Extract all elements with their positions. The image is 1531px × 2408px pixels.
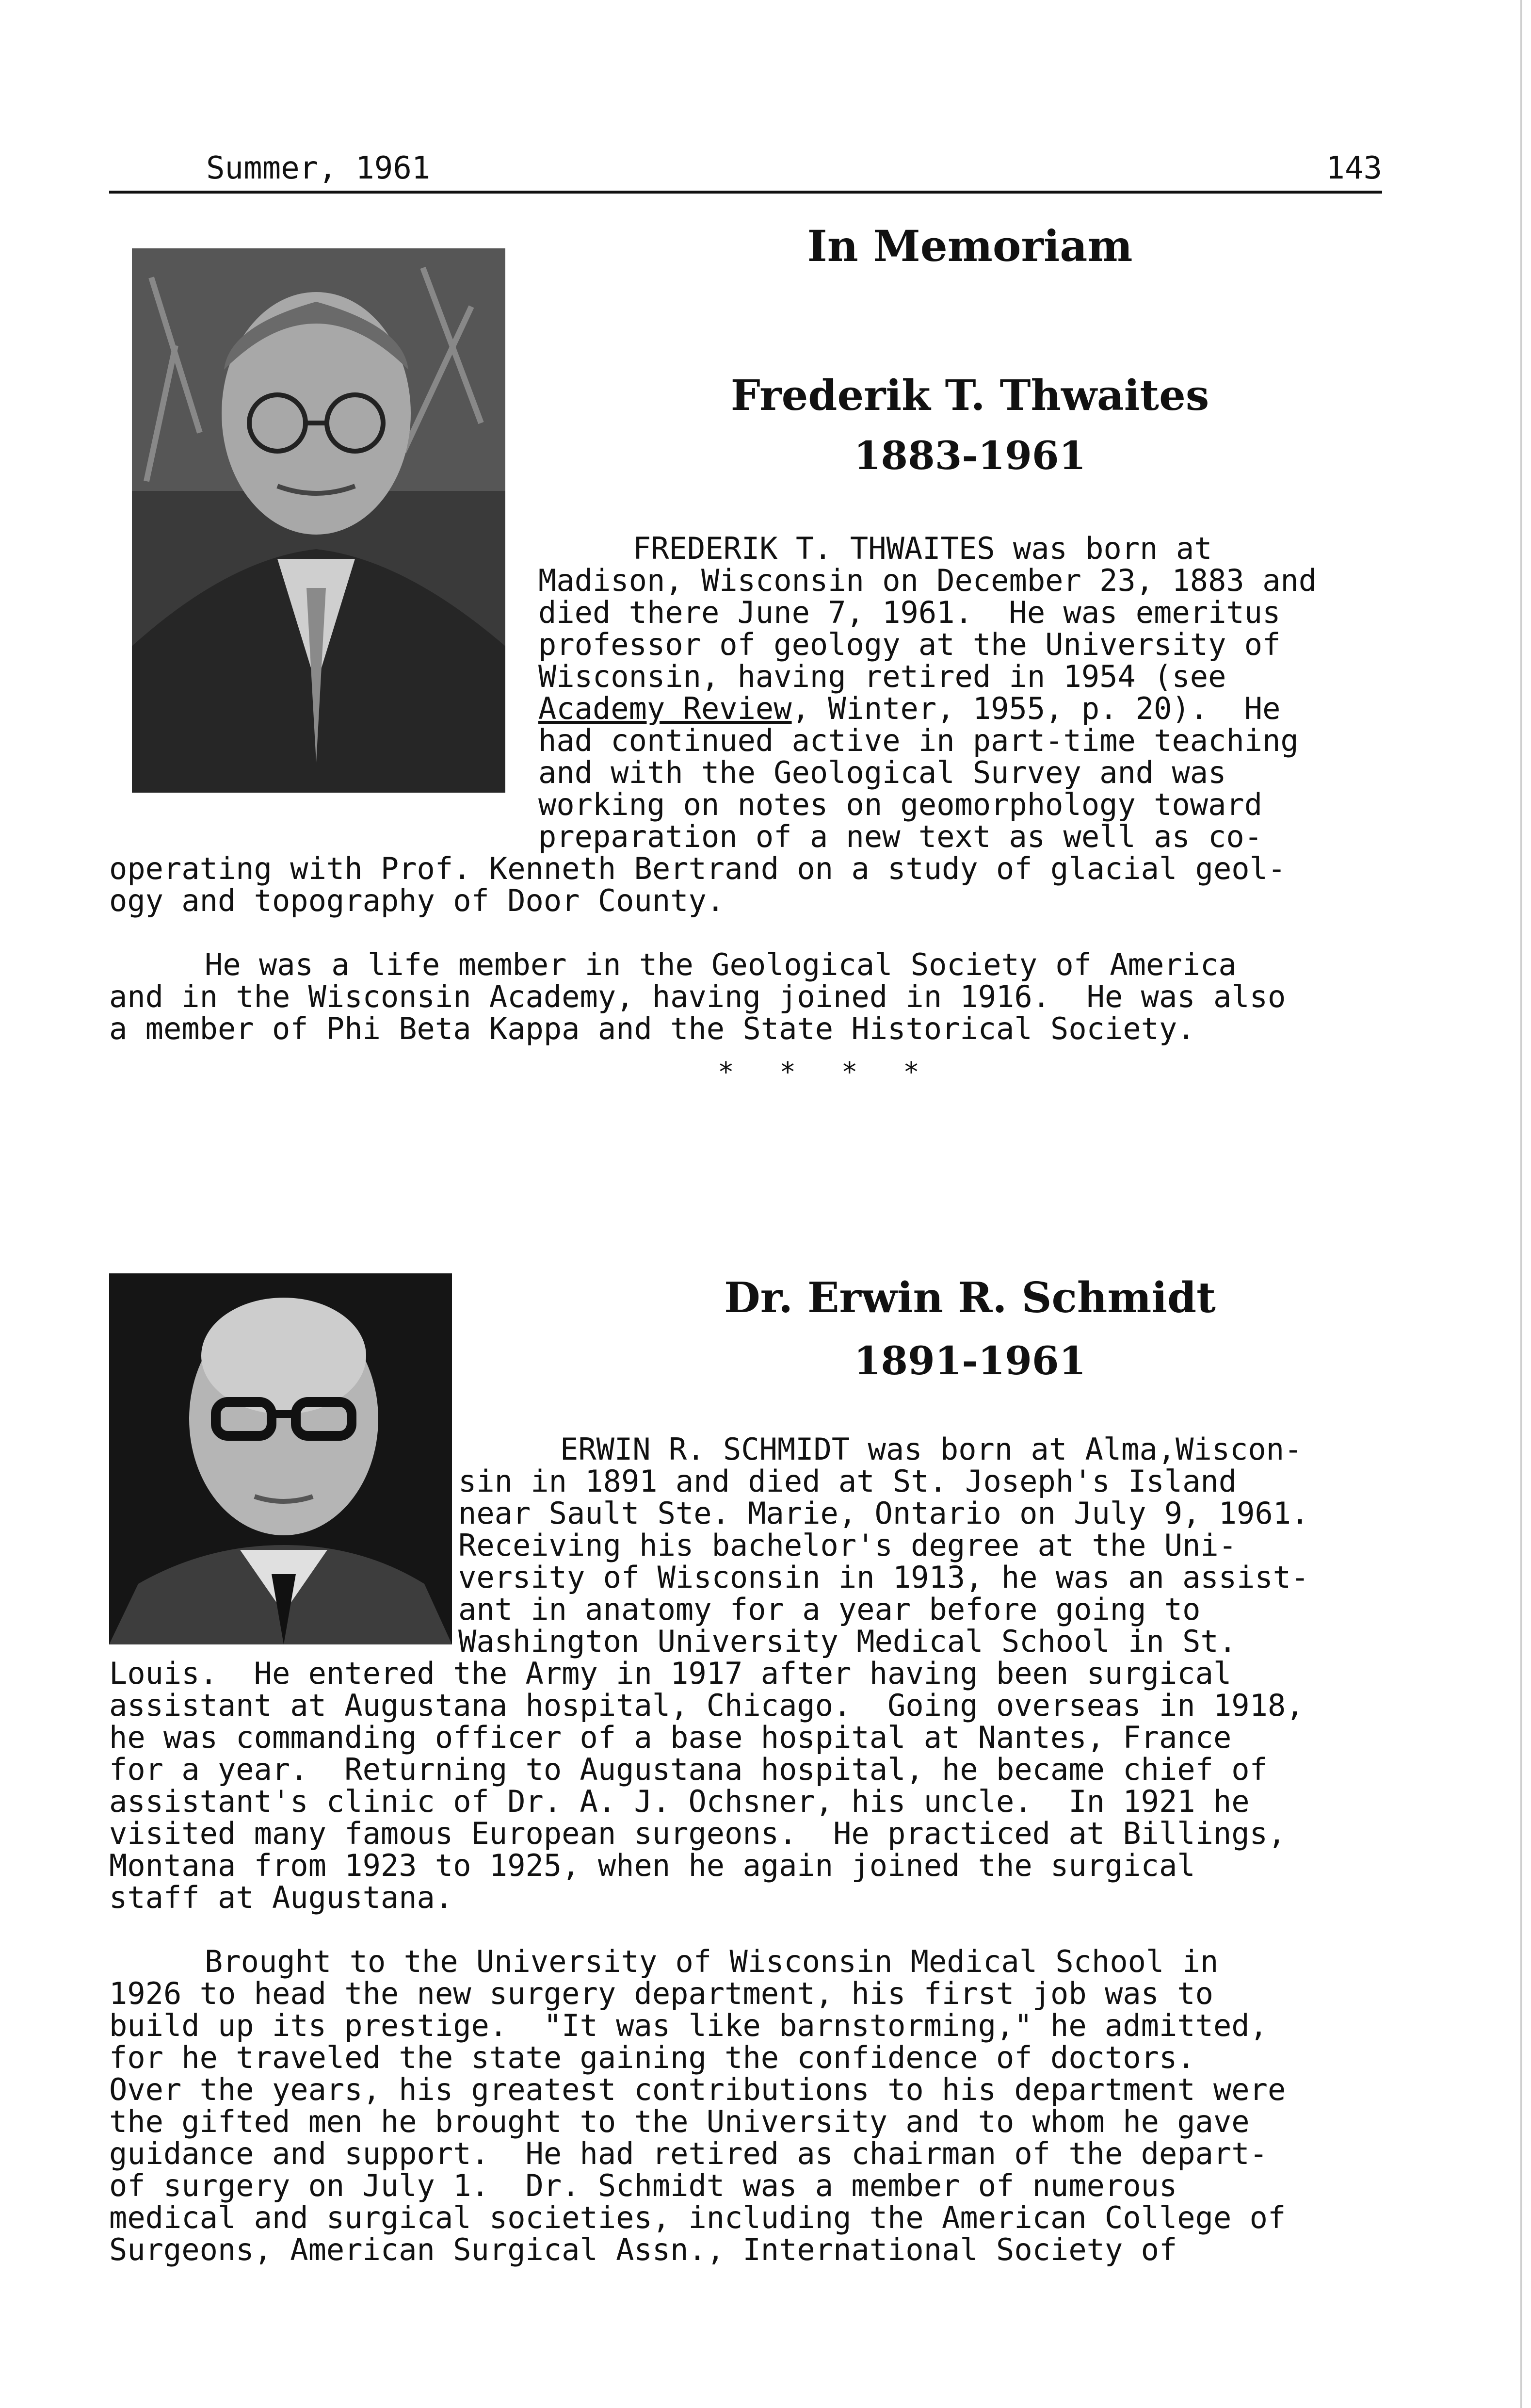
text-line: Madison, Wisconsin on December 23, 1883 and (538, 563, 1317, 598)
text-line: Over the years, his greatest contributions to his department were (109, 2072, 1286, 2107)
text-line: Receiving his bachelor's degree at the Uni- (458, 1528, 1237, 1563)
text-line: ERWIN R. SCHMIDT was born at Alma,Wiscon- (560, 1432, 1303, 1467)
text-line: Surgeons, American Surgical Assn., International Society of (109, 2232, 1177, 2267)
text-line: guidance and support. He had retired as chairman of the depart- (109, 2136, 1268, 2171)
text-line: preparation of a new text as well as co- (538, 819, 1263, 854)
schmidt-portrait-photo (109, 1273, 452, 1644)
entry2-name: Dr. Erwin R. Schmidt (724, 1273, 1216, 1322)
text-line: ogy and topography of Door County. (109, 883, 725, 918)
text-line: and with the Geological Survey and was (538, 755, 1226, 790)
page-number: 143 (1326, 150, 1382, 186)
text-line: for a year. Returning to Augustana hospital, he became chief of (109, 1752, 1268, 1787)
portrait-photo-man-glasses-icon (132, 248, 505, 793)
text-line: assistant at Augustana hospital, Chicago. Going overseas in 1918, (109, 1688, 1304, 1723)
text-line: visited many famous European surgeons. He practiced at Billings, (109, 1816, 1286, 1851)
text-line: professor of geology at the University of (538, 627, 1281, 662)
text-line: of surgery on July 1. Dr. Schmidt was a member of numerous (109, 2168, 1177, 2203)
text-line: Brought to the University of Wisconsin Medical School in (205, 1944, 1219, 1979)
text-line: FREDERIK T. THWAITES was born at (633, 531, 1212, 566)
text-fragment: , Winter, 1955, p. 20). He (791, 691, 1281, 726)
text-line: Washington University Medical School in St. (458, 1624, 1237, 1659)
text-line: a member of Phi Beta Kappa and the State Historical Society. (109, 1011, 1195, 1046)
text-line: died there June 7, 1961. He was emeritus (538, 595, 1281, 630)
journal-title: Academy Review (538, 691, 792, 726)
text-line: Montana from 1923 to 1925, when he again joined the surgical (109, 1848, 1195, 1883)
text-line: versity of Wisconsin in 1913, he was an assist- (458, 1560, 1309, 1595)
text-line: ant in anatomy for a year before going to (458, 1592, 1201, 1627)
text-line: he was commanding officer of a base hospital at Nantes, France (109, 1720, 1232, 1755)
entry1-name: Frederik T. Thwaites (730, 371, 1209, 420)
text-line: Wisconsin, having retired in 1954 (see (538, 659, 1226, 694)
header-rule (109, 191, 1382, 194)
text-line: sin in 1891 and died at St. Joseph's Island (458, 1464, 1237, 1499)
text-line: staff at Augustana. (109, 1880, 453, 1915)
entry1-years: 1883-1961 (854, 433, 1086, 478)
issue-date: Summer, 1961 (206, 150, 431, 186)
text-line: assistant's clinic of Dr. A. J. Ochsner, his uncle. In 1921 he (109, 1784, 1250, 1819)
text-line: operating with Prof. Kenneth Bertrand on a study of glacial geol- (109, 851, 1286, 886)
text-line: the gifted men he brought to the University and to whom he gave (109, 2104, 1250, 2139)
text-line: working on notes on geomorphology toward (538, 787, 1263, 822)
text-line: near Sault Ste. Marie, Ontario on July 9, 1961. (458, 1496, 1309, 1531)
portrait-photo-bald-man-glasses-icon (109, 1273, 452, 1644)
entry2-years: 1891-1961 (854, 1338, 1086, 1383)
text-line (538, 693, 1280, 725)
text-line: had continued active in part-time teaching (538, 723, 1299, 758)
text-line: He was a life member in the Geological Society of America (205, 947, 1237, 982)
text-line: Louis. He entered the Army in 1917 after having been surgical (109, 1656, 1232, 1691)
text-line: and in the Wisconsin Academy, having joined in 1916. He was also (109, 979, 1286, 1014)
scan-border (1520, 0, 1522, 2408)
thwaites-portrait-photo (132, 248, 505, 793)
section-separator: * * * * (718, 1057, 935, 1088)
text-line: for he traveled the state gaining the confidence of doctors. (109, 2040, 1195, 2075)
text-line: build up its prestige. "It was like barnstorming," he admitted, (109, 2008, 1268, 2043)
page-header (109, 150, 1382, 194)
text-line: medical and surgical societies, including the American College of (109, 2200, 1286, 2235)
section-title: In Memoriam (807, 221, 1133, 271)
text-line: 1926 to head the new surgery department, his first job was to (109, 1976, 1213, 2011)
